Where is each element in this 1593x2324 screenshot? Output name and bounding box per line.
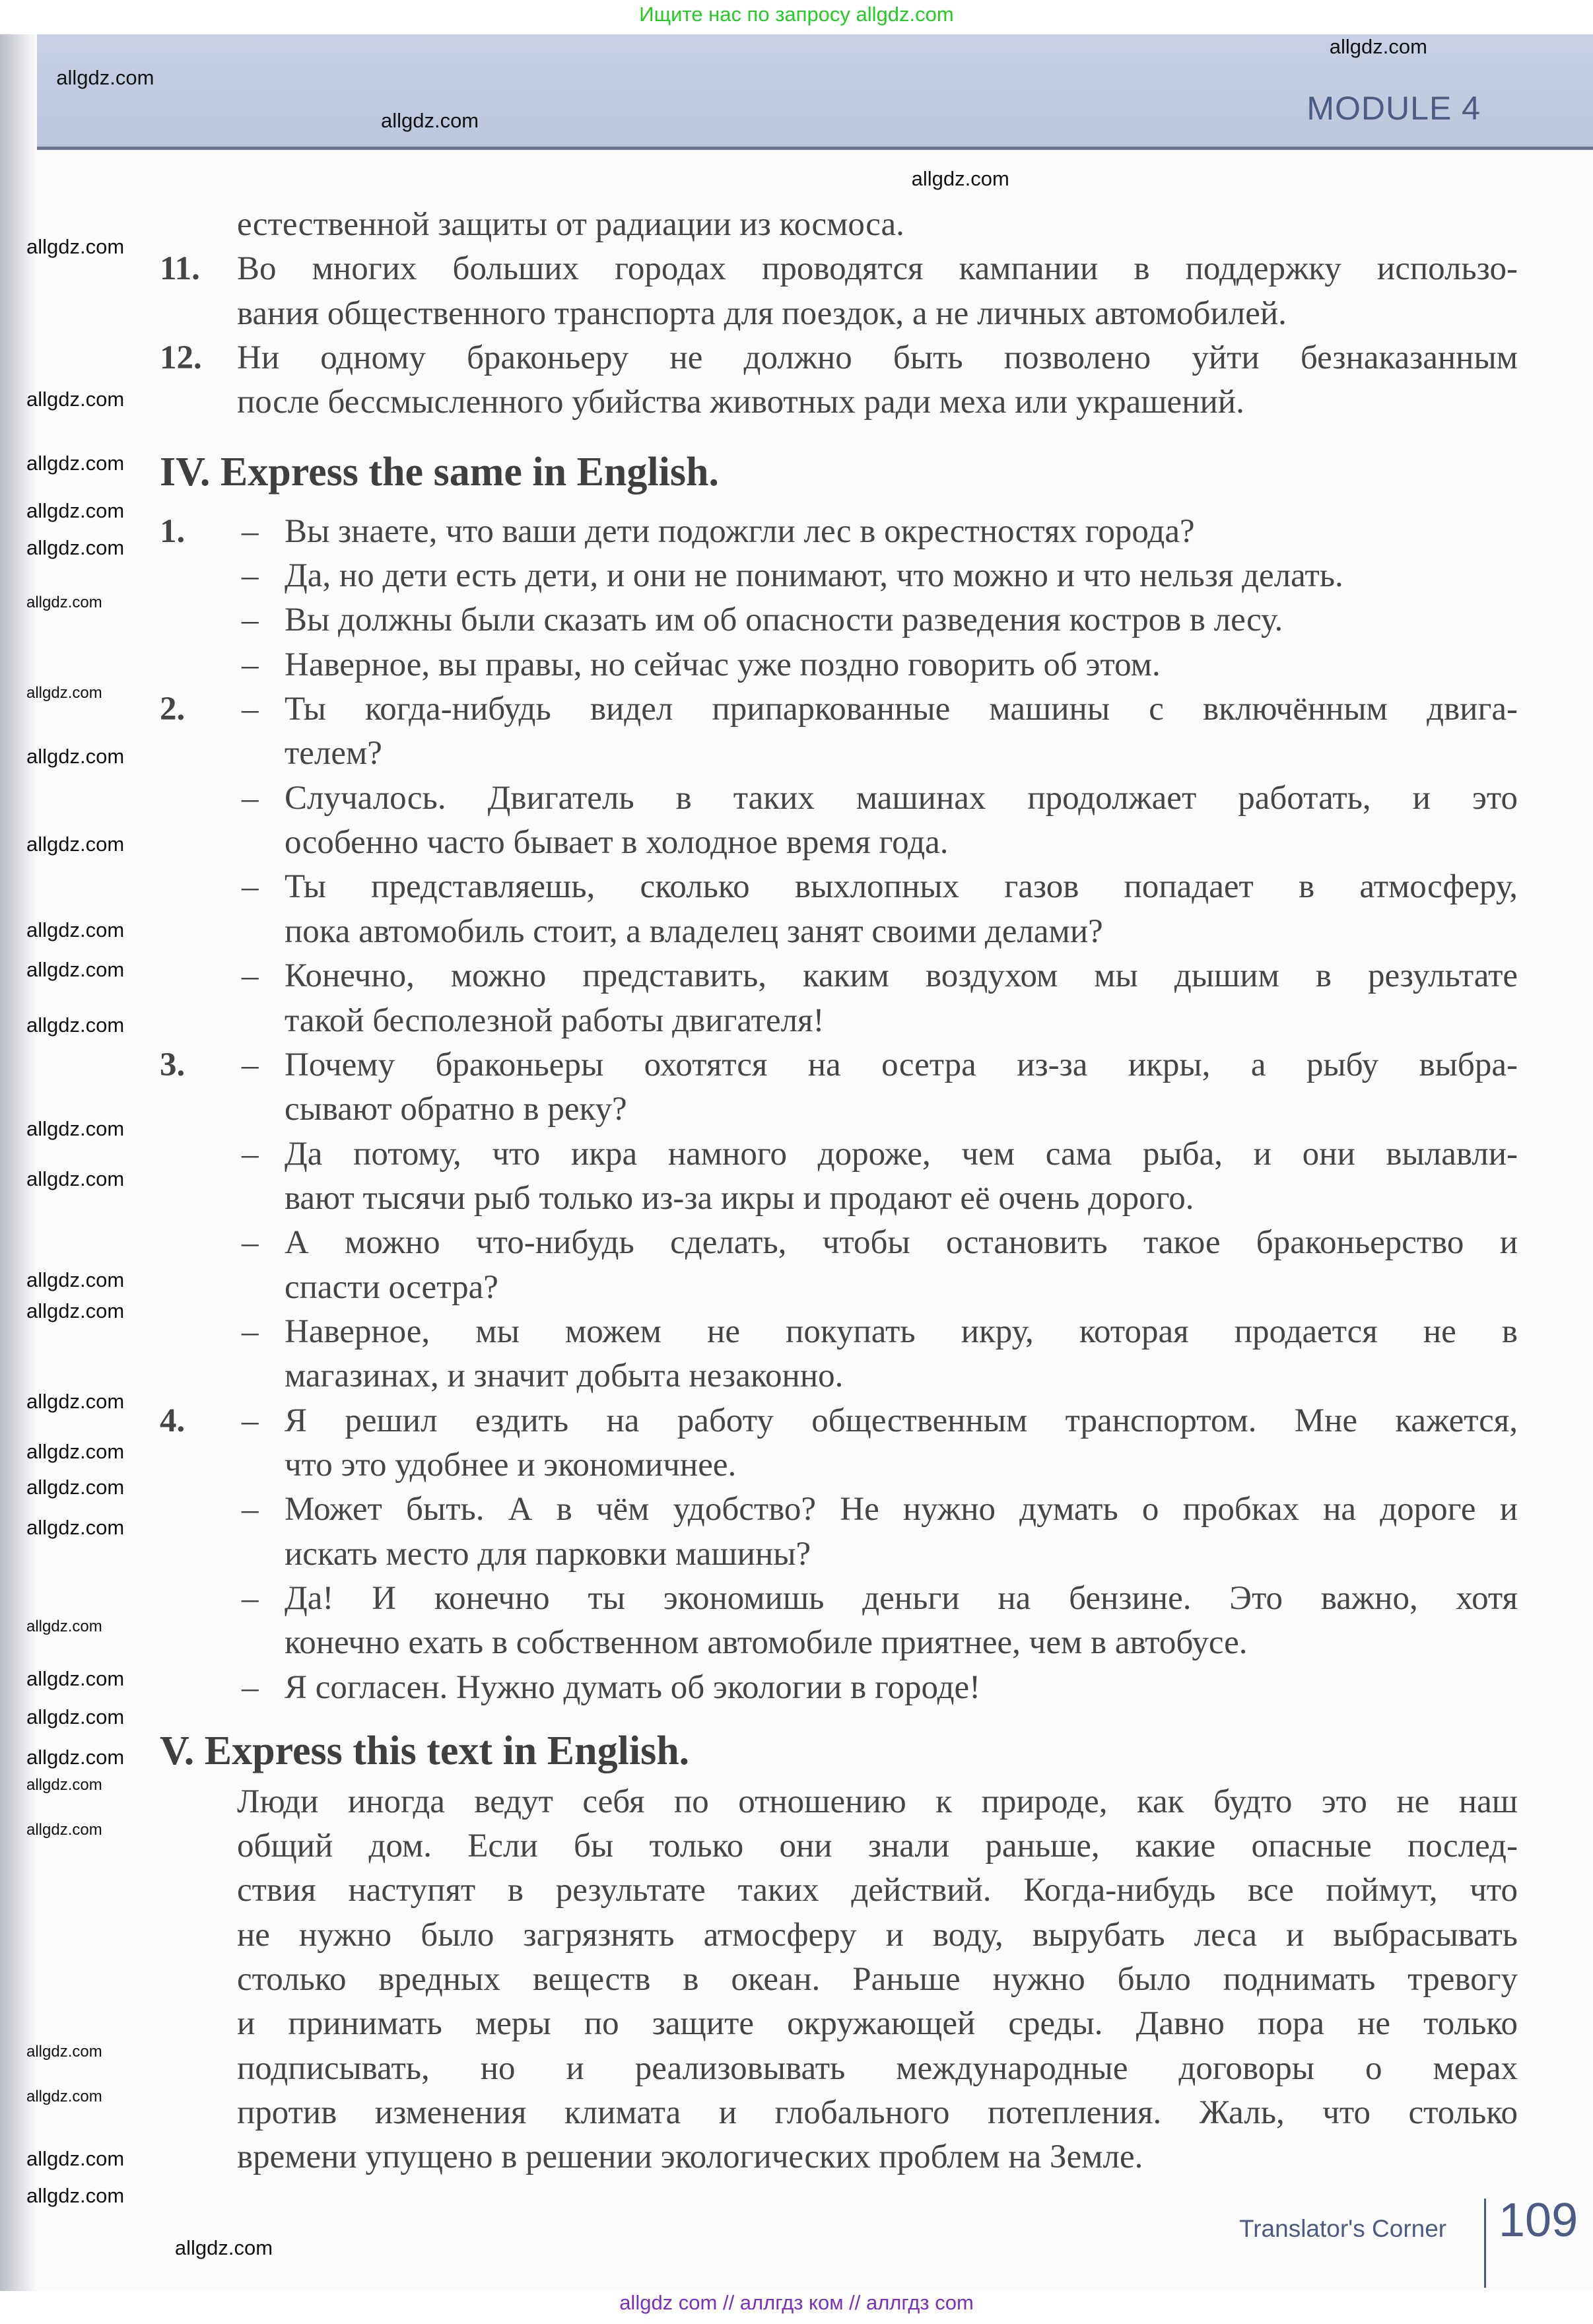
dialog-line: Наверное, мы можем не покупать икру, которая продается не в xyxy=(285,1313,1518,1350)
footer-divider xyxy=(1484,2199,1486,2288)
text-line: после бессмысленного убийства животных ради меха или украшений. xyxy=(237,384,1244,421)
dialog-line: Я согласен. Нужно думать об экологии в городе! xyxy=(285,1668,981,1706)
watermark-text: allgdz.com xyxy=(26,1705,125,1728)
watermark-text: allgdz.com xyxy=(56,65,154,89)
section-heading: IV. Express the same in English. xyxy=(160,449,719,495)
text-line: вания общественного транспорта для поездок, а не личных автомобилей. xyxy=(237,294,1287,332)
dialog-line: Наверное, вы правы, но сейчас уже поздно говорить об этом. xyxy=(285,646,1161,683)
item-number: 12. xyxy=(160,339,202,377)
dialog-line: что это удобнее и экономичнее. xyxy=(285,1447,737,1484)
module-label: MODULE 4 xyxy=(1306,90,1481,127)
dialog-line: конечно ехать в собственном автомобиле приятнее, чем в автобусе. xyxy=(285,1624,1248,1662)
text-line: и принимать меры по защите окружающей среды. Давно пора не только xyxy=(237,2005,1518,2043)
dialog-dash: – xyxy=(242,512,259,550)
watermark-text: allgdz.com xyxy=(26,2087,102,2105)
dialog-line: А можно что-нибудь сделать, чтобы остановить такое браконьерство и xyxy=(285,1224,1518,1262)
text-line: естественной защиты от радиации из космоса. xyxy=(237,205,904,243)
item-number: 2. xyxy=(160,691,186,728)
dialog-line: магазинах, и значит добыта незаконно. xyxy=(285,1357,844,1395)
dialog-line: спасти осетра? xyxy=(285,1268,498,1306)
dialog-line: сывают обратно в реку? xyxy=(285,1091,627,1128)
dialog-line: Может быть. А в чём удобство? Не нужно думать о пробках на дороге и xyxy=(285,1491,1518,1528)
watermark-text: allgdz.com xyxy=(26,2043,102,2061)
dialog-line: вают тысячи рыб только из-за икры и продают её очень дорого. xyxy=(285,1179,1194,1217)
dialog-dash: – xyxy=(242,779,259,817)
dialog-dash: – xyxy=(242,1402,259,1439)
search-hint-banner[interactable]: Ищите нас по запросу allgdz.com xyxy=(639,3,954,26)
page-number: 109 xyxy=(1499,2194,1578,2247)
dialog-dash: – xyxy=(242,1313,259,1350)
text-line: не нужно было загрязнять атмосферу и воду, вырубать леса и выбрасывать xyxy=(237,1916,1518,1954)
watermark-text: allgdz.com xyxy=(26,1440,125,1464)
text-line: Во многих больших городах проводятся кампании в поддержку использо- xyxy=(237,250,1518,288)
dialog-line: искать место для парковки машины? xyxy=(285,1535,811,1573)
watermark-text: allgdz.com xyxy=(1329,34,1427,58)
text-line: против изменения климата и глобального потепления. Жаль, что столько xyxy=(237,2094,1518,2132)
watermark-text: allgdz.com xyxy=(26,1167,125,1191)
watermark-text: allgdz.com xyxy=(26,1745,125,1769)
watermark-text: allgdz.com xyxy=(26,1299,125,1322)
dialog-line: такой бесполезной работы двигателя! xyxy=(285,1002,825,1039)
dialog-line: пока автомобиль стоит, а владелец занят своими делами? xyxy=(285,912,1103,950)
section-title: Translator's Corner xyxy=(1239,2215,1447,2242)
watermark-text: allgdz.com xyxy=(26,1618,102,1635)
text-line: ствия наступят в результате таких действий. Когда-нибудь все поймут, что xyxy=(237,1872,1518,1909)
dialog-line: телем? xyxy=(285,735,382,772)
dialog-dash: – xyxy=(242,868,259,906)
dialog-dash: – xyxy=(242,691,259,728)
watermark-text: allgdz.com xyxy=(26,1013,125,1037)
text-line: Люди иногда ведут себя по отношению к природе, как будто это не наш xyxy=(237,1783,1518,1820)
dialog-line: Да! И конечно ты экономишь деньги на бензине. Это важно, хотя xyxy=(285,1580,1518,1618)
watermark-text: allgdz.com xyxy=(26,683,102,702)
item-number: 1. xyxy=(160,512,186,550)
dialog-dash: – xyxy=(242,1580,259,1618)
watermark-text: allgdz.com xyxy=(26,1389,125,1413)
text-line: общий дом. Если бы только они знали раньше, какие опасные послед- xyxy=(237,1828,1518,1864)
item-number: 11. xyxy=(160,250,200,288)
watermark-text: allgdz.com xyxy=(26,1666,125,1690)
dialog-dash: – xyxy=(242,646,259,683)
dialog-dash: – xyxy=(242,601,259,639)
dialog-line: Вы знаете, что ваши дети подожгли лес в окрестностях города? xyxy=(285,512,1195,550)
dialog-line: Почему браконьеры охотятся на осетра из-за икры, а рыбу выбра- xyxy=(285,1046,1518,1083)
text-line: Ни одному браконьеру не должно быть позволено уйти безнаказанным xyxy=(237,339,1518,377)
watermark-text: allgdz.com xyxy=(26,1515,125,1539)
text-line: времени упущено в решении экологических проблем на Земле. xyxy=(237,2138,1143,2176)
watermark-text: allgdz.com xyxy=(26,498,125,522)
watermark-text: allgdz.com xyxy=(26,388,125,411)
dialog-line: Вы должны были сказать им об опасности разведения костров в лесу. xyxy=(285,601,1283,639)
item-number: 4. xyxy=(160,1402,186,1439)
watermark-text: allgdz.com xyxy=(174,2236,273,2259)
watermark-text: allgdz.com xyxy=(380,109,479,133)
watermark-text: allgdz.com xyxy=(26,451,125,475)
watermark-text: allgdz.com xyxy=(26,832,125,856)
watermark-text: allgdz.com xyxy=(26,593,102,611)
watermark-text: allgdz.com xyxy=(26,535,125,559)
dialog-dash: – xyxy=(242,557,259,595)
site-links-footer[interactable]: allgdz com // аллгдз ком // аллгдз com xyxy=(619,2291,974,2314)
watermark-text: allgdz.com xyxy=(26,918,125,941)
dialog-line: Ты когда-нибудь видел припаркованные машины с включённым двига- xyxy=(285,691,1518,728)
watermark-text: allgdz.com xyxy=(26,1475,125,1499)
watermark-text: allgdz.com xyxy=(26,745,125,769)
section-heading: V. Express this text in English. xyxy=(160,1728,690,1774)
dialog-line: Да, но дети есть дети, и они не понимают, что можно и что нельзя делать. xyxy=(285,557,1343,595)
watermark-text: allgdz.com xyxy=(26,958,125,982)
watermark-text: allgdz.com xyxy=(26,1820,102,1839)
watermark-text: allgdz.com xyxy=(26,1116,125,1140)
dialog-line: особенно часто бывает в холодное время года. xyxy=(285,824,949,862)
text-line: столько вредных веществ в океан. Раньше нужно было поднимать тревогу xyxy=(237,1961,1518,1999)
dialog-dash: – xyxy=(242,1491,259,1528)
dialog-line: Случалось. Двигатель в таких машинах продолжает работать, и это xyxy=(285,779,1518,817)
dialog-dash: – xyxy=(242,1668,259,1706)
book-binding-shadow xyxy=(0,34,37,2291)
dialog-dash: – xyxy=(242,957,259,995)
dialog-line: Да потому, что икра намного дороже, чем сама рыба, и они вылавли- xyxy=(285,1135,1518,1173)
watermark-text: allgdz.com xyxy=(911,166,1009,190)
watermark-text: allgdz.com xyxy=(26,2146,125,2170)
dialog-dash: – xyxy=(242,1135,259,1173)
watermark-text: allgdz.com xyxy=(26,234,125,258)
watermark-text: allgdz.com xyxy=(26,1268,125,1291)
item-number: 3. xyxy=(160,1046,186,1083)
watermark-text: allgdz.com xyxy=(26,1776,102,1794)
dialog-line: Конечно, можно представить, каким воздухом мы дышим в результате xyxy=(285,957,1518,995)
dialog-line: Я решил ездить на работу общественным транспортом. Мне кажется, xyxy=(285,1402,1518,1439)
dialog-dash: – xyxy=(242,1046,259,1083)
watermark-text: allgdz.com xyxy=(26,2184,125,2208)
dialog-dash: – xyxy=(242,1224,259,1262)
dialog-line: Ты представляешь, сколько выхлопных газов попадает в атмосферу, xyxy=(285,868,1518,906)
text-line: подписывать, но и реализовывать международные договоры о мерах xyxy=(237,2049,1518,2087)
